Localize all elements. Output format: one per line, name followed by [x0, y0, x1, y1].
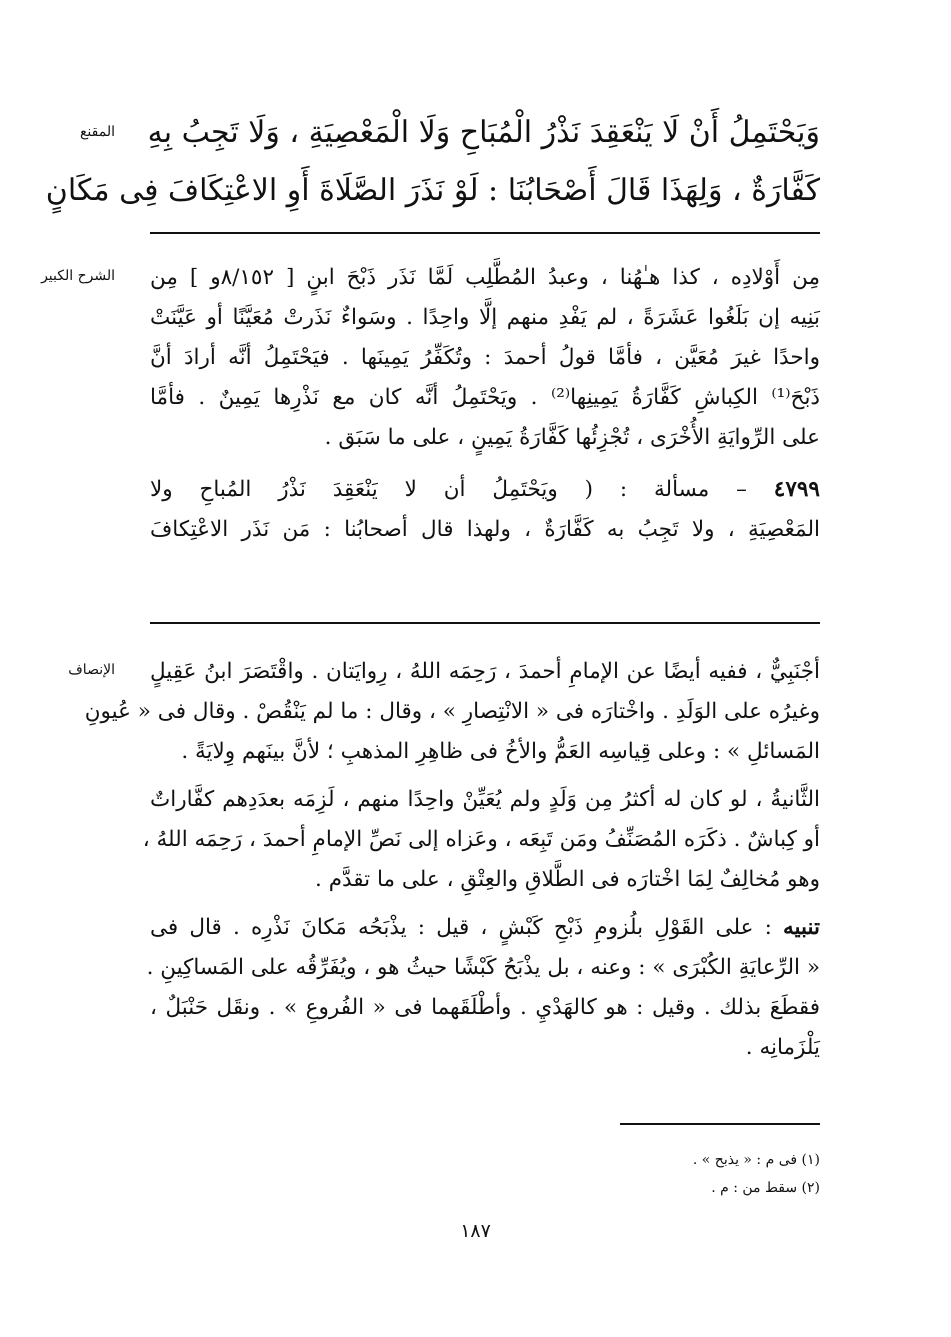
insaf-line: وهو مُخالِفٌ لِمَا اخْتارَه فى الطَّلاقِ والعِتْقِ ، على ما تقدَّم .	[315, 867, 820, 892]
footnote-2: (٢) سقط من : م .	[711, 1180, 820, 1196]
insaf-line: أو كِباشٌ . ذكَرَه المُصَنِّفُ ومَن تَبِعَه ، وعَزاه إلى نَصِّ الإمامِ أحمدَ ، رَحِمَه اللهُ ،	[142, 827, 820, 852]
insaf-line: يَلْزَمانِه .	[745, 1035, 820, 1060]
masala-line	[150, 470, 820, 510]
label-insaf: الإنصاف	[68, 662, 115, 678]
footnote-1: (١) فى م : « يذبح » .	[692, 1152, 820, 1168]
insaf-line: أجْنَبِيٌّ ، ففيه أيضًا عن الإمامِ أحمدَ ، رَحِمَه اللهُ ، رِوايَتان . واقْتَصَرَ ابنُ عَقِيلٍ	[150, 659, 820, 684]
masala-number: ٤٧٩٩	[773, 477, 820, 502]
sharh-line: بَنِيه إن بَلَغُوا عَشَرَةً ، لم يَفْدِ منهم إلَّا واحِدًا . وسَواءٌ نَذَرتْ مُعَيَّنًا أو عَيَّنَتْ	[150, 305, 820, 330]
muqni-line: كَفَّارَةٌ ، وَلِهَذَا قَالَ أَصْحَابُنَا : لَوْ نَذَرَ الصَّلَاةَ أَوِ الاعْتِكَافَ فِى مَكَانٍ	[45, 173, 820, 208]
footnote-rule	[620, 1123, 820, 1125]
sharh-line: ذَبْحَ⁽¹⁾ الكِباشِ كَفَّارَةُ يَمِينِها⁽²⁾ . ويَحْتَمِلُ أنَّه كان مع نَذْرِها يَمِينٌ . فأمَّا	[150, 385, 820, 410]
label-sharh: الشرح الكبير	[41, 268, 115, 284]
label-muqni: المقنع	[79, 124, 115, 140]
tanbih-line: تنبيه : على القَوْلِ بلُزومِ ذَبْحِ كَبْشٍ ، قيل : يذْبَحُه مَكانَ نَذْرِه . قال فى	[150, 915, 820, 940]
divider-rule	[150, 232, 820, 234]
footnotes	[440, 1146, 820, 1202]
sharh-line: المَعْصِيَةِ ، ولا تَجِبُ به كَفَّارَةٌ ، ولهذا قال أصحابُنا : مَن نَذَر الاعْتِكافَ	[150, 517, 820, 542]
insaf-line: « الرِّعايَةِ الكُبْرَى » : وعنه ، بل يذْبَحُ كَبْشًا حيثُ هو ، ويُفَرِّقُه على المَساكِينِ .	[146, 955, 820, 980]
insaf-line: فقطَعَ بذلك . وقيل : هو كالهَدْيِ . وأطْلَقَهما فى « الفُروعِ » . ونقَل حَنْبَلٌ ،	[150, 995, 820, 1020]
tanbih-word: تنبيه	[783, 915, 820, 940]
insaf-line: وغيرُه على الوَلَدِ . واخْتارَه فى « الانْتِصارِ » ، وقال : ما لم يَنْقُصْ . وقال فى « عُيونِ	[84, 699, 820, 724]
sharh-line: واحدًا غيرَ مُعَيَّن ، فأمَّا قولُ أحمدَ : وتُكَفِّرُ يَمِينَها . فيَحْتَمِلُ أنَّه أرادَ أنَّ	[150, 345, 820, 370]
page-number: ١٨٧	[460, 1220, 491, 1242]
muqni-line: وَيَحْتَمِلُ أَنْ لَا يَنْعَقِدَ نَذْرُ الْمُبَاحِ وَلَا الْمَعْصِيَةِ ، وَلَا تَجِبُ بِهِ	[147, 115, 820, 150]
sharh-line: مِن أَوْلادِه ، كذا هـٰهُنا ، وعبدُ المُطَّلِب لَمَّا نَذَر ذَبْحَ ابنٍ [ ٨/١٥٢و ] مِن	[150, 265, 821, 290]
divider-rule	[150, 622, 820, 624]
sharh-text	[150, 258, 820, 550]
insaf-line: المَسائلِ » : وعلى قِياسِه العَمُّ والأخُ فى ظاهِرِ المذهبِ ؛ لأنَّ بينَهم وِلايَةً .	[181, 739, 820, 764]
sharh-line: على الرِّوايَةِ الأُخْرَى ، تُجْزِئُها كَفَّارَةُ يَمِينٍ ، على ما سَبَق .	[324, 425, 820, 450]
masala-text: – مسألة : ( ويَحْتَمِلُ أن لا يَنْعَقِدَ نَذْرُ المُباحِ ولا	[150, 477, 747, 502]
insaf-line: الثَّانيةُ ، لو كان له أكثرُ مِن وَلَدٍ ولم يُعَيِّنْ واحِدًا منهم ، لَزِمَه بعدَدِهم كفَّاراتٌ	[150, 787, 820, 812]
